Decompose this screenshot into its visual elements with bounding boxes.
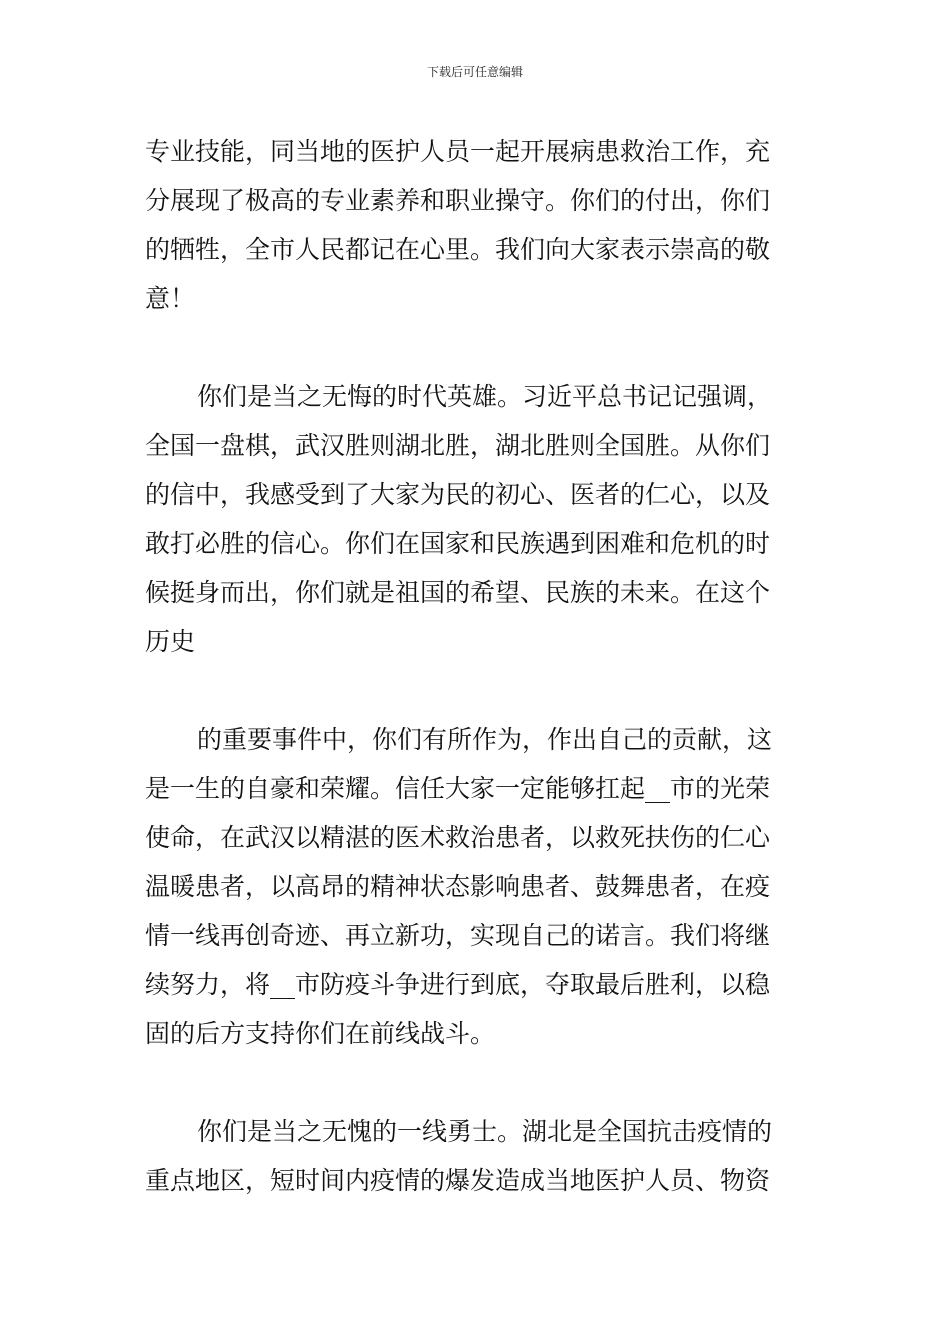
paragraph-line: 意！ <box>145 284 196 313</box>
paragraph-line: 历史 <box>145 627 196 656</box>
paragraph-line: 续努力，将__市防疫斗争进行到底，夺取最后胜利，以稳 <box>145 970 771 999</box>
paragraph-line: 使命，在武汉以精湛的医术救治患者，以救死扶伤的仁心 <box>145 823 771 852</box>
paragraph-line: 候挺身而出，你们就是祖国的希望、民族的未来。在这个 <box>145 578 771 607</box>
paragraph-gap <box>145 323 807 372</box>
page-header: 下载后可任意编辑 <box>426 65 523 79</box>
paragraph-line: 固的后方支持你们在前线战斗。 <box>145 1019 496 1048</box>
paragraph-line: 你们是当之无愧的一线勇士。湖北是全国抗击疫情的 <box>197 1117 773 1146</box>
paragraph-line: 你们是当之无悔的时代英雄。习近平总书记记强调， <box>197 382 773 411</box>
paragraph-line: 是一生的自豪和荣耀。信任大家一定能够扛起__市的光荣 <box>145 774 771 803</box>
paragraph-1 <box>145 127 807 323</box>
paragraph-line: 的重要事件中，你们有所作为，作出自己的贡献，这 <box>197 725 773 754</box>
paragraph-line: 温暖患者，以高昂的精神状态影响患者、鼓舞患者，在疫 <box>145 872 771 901</box>
paragraph-line: 的信中，我感受到了大家为民的初心、医者的仁心，以及 <box>145 480 771 509</box>
paragraph-line: 专业技能，同当地的医护人员一起开展病患救治工作，充 <box>145 137 771 166</box>
paragraph-3 <box>145 715 807 1058</box>
paragraph-4 <box>145 1107 807 1205</box>
paragraph-line: 情一线再创奇迹、再立新功，实现自己的诺言。我们将继 <box>145 921 771 950</box>
paragraph-line: 全国一盘棋，武汉胜则湖北胜，湖北胜则全国胜。从你们 <box>145 431 771 460</box>
paragraph-line: 分展现了极高的专业素养和职业操守。你们的付出，你们 <box>145 186 771 215</box>
paragraph-gap <box>145 666 807 715</box>
paragraph-line: 敢打必胜的信心。你们在国家和民族遇到困难和危机的时 <box>145 529 771 558</box>
paragraph-line: 的牺牲，全市人民都记在心里。我们向大家表示崇高的敬 <box>145 235 771 264</box>
paragraph-2 <box>145 372 807 666</box>
paragraph-gap <box>145 1058 807 1107</box>
document-body <box>145 127 807 1205</box>
paragraph-line: 重点地区，短时间内疫情的爆发造成当地医护人员、物资 <box>145 1166 771 1195</box>
